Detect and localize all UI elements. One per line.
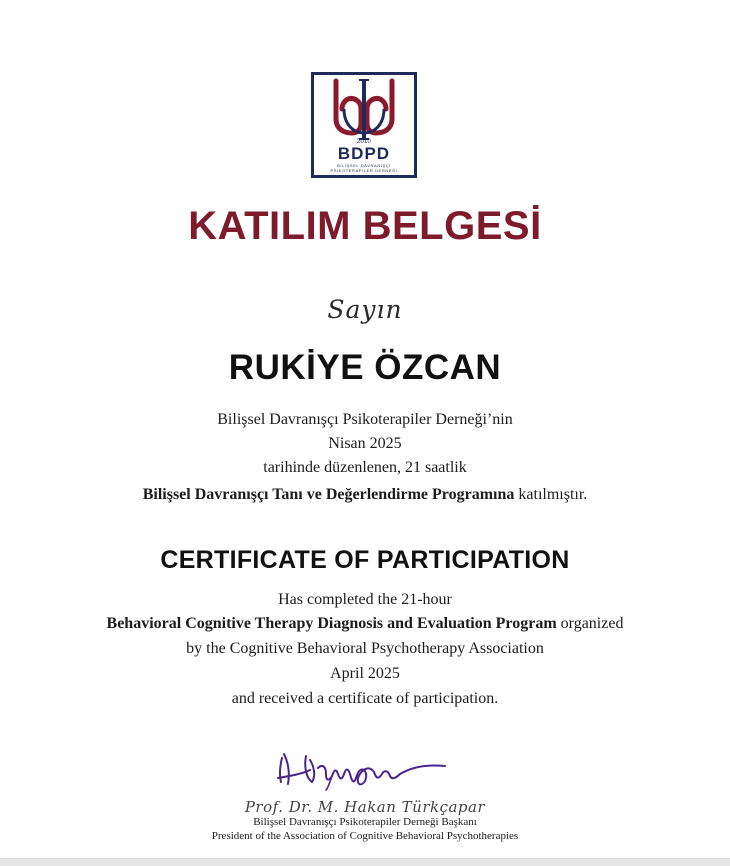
signatory-role-en: President of the Association of Cognitive Behavioral Psychotherapies: [211, 830, 519, 842]
logo-abbreviation: BDPD: [337, 144, 391, 163]
en-body-line-1: Has completed the 21-hour: [278, 591, 452, 608]
signatory-name: Prof. Dr. M. Hakan Türkçapar: [244, 798, 486, 816]
bdpd-logo: [311, 72, 417, 178]
logo-subtitle-line2: PSİKOTERAPİLER DERNEĞİ: [330, 168, 398, 173]
tr-body-line-1: Bilişsel Davranışçı Psikoterapiler Derneği’nin: [217, 411, 513, 428]
tr-program-name: Bilişsel Davranışçı Tanı ve Değerlendirme Programına: [142, 486, 515, 503]
certificate-title-tr: KATILIM BELGESİ: [188, 204, 542, 248]
tr-body-line-2: Nisan 2025: [328, 435, 402, 452]
recipient-name: RUKİYE ÖZCAN: [228, 348, 502, 387]
signatory-role-tr: Bilişsel Davranışçı Psikoterapiler Derneği Başkanı: [253, 816, 477, 828]
en-body-line-5: and received a certificate of participation.: [231, 690, 499, 707]
en-body-line-2: [0, 612, 730, 636]
en-body-line-4: April 2025: [330, 665, 400, 682]
certificate-title-en: CERTIFICATE OF PARTICIPATION: [160, 546, 570, 574]
tr-body-line-4: [0, 483, 730, 507]
psi-bd-monogram-icon: [314, 75, 414, 145]
salutation: Sayın: [327, 295, 403, 324]
logo-year: 2010: [356, 139, 372, 145]
en-program-name: Behavioral Cognitive Therapy Diagnosis and Evaluation Program: [106, 615, 557, 632]
en-body-line-3: by the Cognitive Behavioral Psychotherapy Association: [186, 640, 544, 657]
tr-participation-text: katılmıştır.: [514, 486, 588, 503]
en-organized-text: organized: [556, 615, 624, 632]
handwritten-signature-icon: [270, 748, 460, 792]
logo-subtitle-line1: BİLİŞSEL DAVRANIŞÇI: [337, 163, 391, 168]
tr-body-line-3: tarihinde düzenlenen, 21 saatlik: [263, 459, 467, 476]
